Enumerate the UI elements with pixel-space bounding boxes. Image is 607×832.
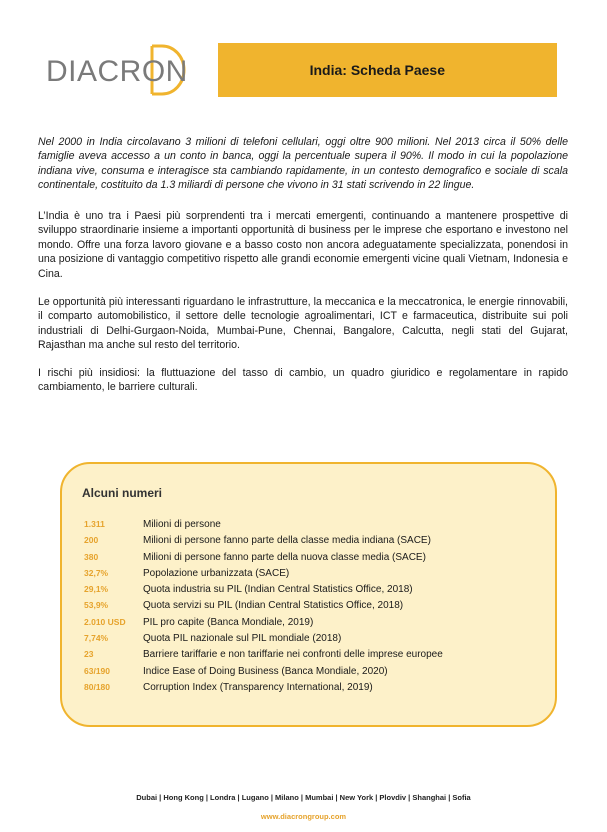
stat-description: Popolazione urbanizzata (SACE) [143,567,290,579]
key-numbers-box [60,462,557,727]
stat-value: 63/190 [84,665,110,676]
stat-value: 380 [84,551,99,562]
stat-description: Corruption Index (Transparency International, 2019) [143,681,373,693]
intro-paragraph: Nel 2000 in India circolavano 3 milioni di telefoni cellulari, oggi oltre 900 milioni. Nel 2013 circa il 50% delle famiglie aveva accesso a un conto in banca, oggi la percentuale supera il 90%. Il modo in cui la popolazione indiana vive, consuma e interagisce sta cambiando rapidamente, in un contesto demografico e sociale di scala continentale, costituito da 1.3 miliardi di persone che vivono in 31 stati scrivendo in 22 lingue. [38,136,568,192]
list-item [84,597,544,613]
stat-value: 80/180 [84,681,110,692]
stat-description: Quota servizi su PIL (Indian Central Statistics Office, 2018) [143,600,404,612]
stat-value: 53,9% [84,600,109,611]
list-item [84,549,544,565]
list-item [84,630,544,646]
stat-description: Indice Ease of Doing Business (Banca Mondiale, 2020) [143,665,388,677]
stat-description: Milioni di persone [143,519,221,530]
title-banner [218,43,557,97]
stat-description: PIL pro capite (Banca Mondiale, 2019) [143,616,314,628]
stat-description: Barriere tariffarie e non tariffarie nei confronti delle imprese europee [143,649,443,661]
risks-paragraph: I rischi più insidiosi: la fluttuazione del tasso di cambio, un quadro giuridico e regolamentare in rapido cambiamento, le barriere culturali. [38,367,568,394]
list-item [84,581,544,597]
company-logo [46,42,186,98]
stat-value: 2.010 USD [84,616,126,627]
key-numbers-title: Alcuni numeri [82,486,163,500]
opportunities-paragraph: Le opportunità più interessanti riguardano le infrastrutture, la meccanica e la meccatronica, le energie rinnovabili, il comparto automobilistico, il settore delle tecnologie agroalimentari, ICT e farmaceutica, distribuite sui poli industriali di Delhi-Gurgaon-Noida, Mumbai-Pune, Chennai, Bangalore, Calcutta, negli stati del Gujarat, Rajasthan ma anche sul resto del territorio. [38,296,568,352]
list-item [84,614,544,630]
list-item [84,679,544,695]
stat-description: Milioni di persone fanno parte della classe media indiana (SACE) [143,535,431,547]
overview-paragraph: L’India è uno tra i Paesi più sorprendenti tra i mercati emergenti, continuando a mantenere prospettive di sviluppo straordinarie insieme a importanti opportunità di business per le imprese che esportano e investono nel mondo. Offre una forza lavoro giovane e a basso costo non ancora adeguatamente specializzata, ponendosi in una posizione di vantaggio competitivo rispetto alle grandi economie emergenti vicine quali Vietnam, Indonesia e Cina. [38,210,568,280]
list-item [84,532,544,548]
list-item [84,565,544,581]
stat-value: 200 [84,535,99,546]
list-item [84,516,544,532]
office-cities: Dubai | Hong Kong | Londra | Lugano | Milano | Mumbai | New York | Plovdiv | Shanghai | Sofia [136,793,471,802]
stat-value: 1.311 [84,519,105,529]
logo-text: DIACRON [46,55,188,88]
stat-value: 7,74% [84,633,109,644]
stat-value: 29,1% [84,584,109,595]
stat-value: 32,7% [84,567,109,578]
list-item [84,663,544,679]
stat-description: Quota PIL nazionale sul PIL mondiale (2018) [143,633,342,645]
website-link[interactable]: www.diacrongroup.com [260,812,347,821]
stat-value: 23 [84,649,94,660]
stat-description: Milioni di persone fanno parte della nuova classe media (SACE) [143,551,426,563]
list-item [84,646,544,662]
page-title: India: Scheda Paese [309,62,445,78]
stat-description: Quota industria su PIL (Indian Central Statistics Office, 2018) [143,584,413,596]
key-numbers-list [84,516,544,695]
